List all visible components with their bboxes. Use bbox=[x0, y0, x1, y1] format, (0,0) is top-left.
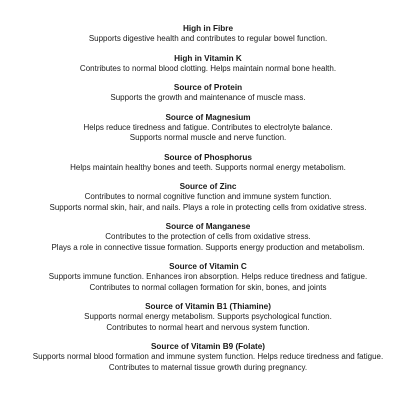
claim-source-of-vitamin-c bbox=[0, 261, 416, 293]
claim-description: Contributes to normal heart and nervous system function. bbox=[106, 322, 310, 332]
claim-title: Source of Vitamin C bbox=[169, 262, 247, 271]
claim-title: Source of Zinc bbox=[179, 182, 237, 191]
claim-description: Contributes to the protection of cells from oxidative stress. bbox=[105, 232, 311, 241]
claim-source-of-vitamin-b1 bbox=[0, 301, 416, 333]
claim-description: Supports normal blood formation and immune system function. Helps reduce tiredness and fatigue. bbox=[32, 352, 384, 361]
claim-description: Helps reduce tiredness and fatigue. Contributes to electrolyte balance. bbox=[83, 122, 333, 132]
claim-source-of-zinc bbox=[0, 181, 416, 213]
claim-description: Contributes to normal collagen formation for skin, bones, and joints bbox=[89, 282, 327, 292]
claim-high-in-fibre bbox=[0, 23, 416, 45]
claim-description: Contributes to maternal tissue growth during pregnancy. bbox=[108, 362, 308, 372]
claim-title: High in Vitamin K bbox=[174, 53, 242, 63]
claim-description: Contributes to normal blood clotting. Helps maintain normal bone health. bbox=[79, 63, 337, 73]
claim-source-of-phosphorus bbox=[0, 152, 416, 174]
claim-source-of-protein bbox=[0, 82, 416, 104]
claim-description: Supports immune function. Enhances iron absorption. Helps reduce tiredness and fatigue. bbox=[48, 272, 368, 281]
claim-title: High in Fibre bbox=[182, 24, 234, 33]
claim-description: Contributes to normal cognitive function and immune system function. bbox=[84, 192, 332, 201]
claim-title: Source of Vitamin B9 (Folate) bbox=[150, 342, 266, 351]
claim-source-of-vitamin-b9 bbox=[0, 341, 416, 373]
claim-description: Supports normal skin, hair, and nails. Plays a role in protecting cells from oxidative stress. bbox=[49, 202, 367, 212]
claim-source-of-magnesium bbox=[0, 112, 416, 144]
claim-title: Source of Vitamin B1 (Thiamine) bbox=[145, 302, 271, 311]
claim-title: Source of Protein bbox=[173, 83, 243, 92]
claim-description: Supports normal muscle and nerve function. bbox=[129, 133, 287, 142]
claim-source-of-manganese bbox=[0, 221, 416, 253]
claim-description: Supports normal energy metabolism. Supports psychological function. bbox=[84, 312, 332, 321]
claim-description: Supports digestive health and contributes to regular bowel function. bbox=[88, 34, 328, 43]
claim-description: Plays a role in connective tissue formation. Supports energy production and metabolism. bbox=[51, 242, 365, 252]
claim-title: Source of Magnesium bbox=[165, 112, 251, 122]
claim-title: Source of Manganese bbox=[165, 222, 251, 231]
claim-title: Source of Phosphorus bbox=[164, 152, 252, 162]
claim-description: Helps maintain healthy bones and teeth. Supports normal energy metabolism. bbox=[70, 162, 346, 172]
claim-high-in-vitamin-k bbox=[0, 53, 416, 75]
claim-description: Supports the growth and maintenance of muscle mass. bbox=[110, 93, 306, 102]
